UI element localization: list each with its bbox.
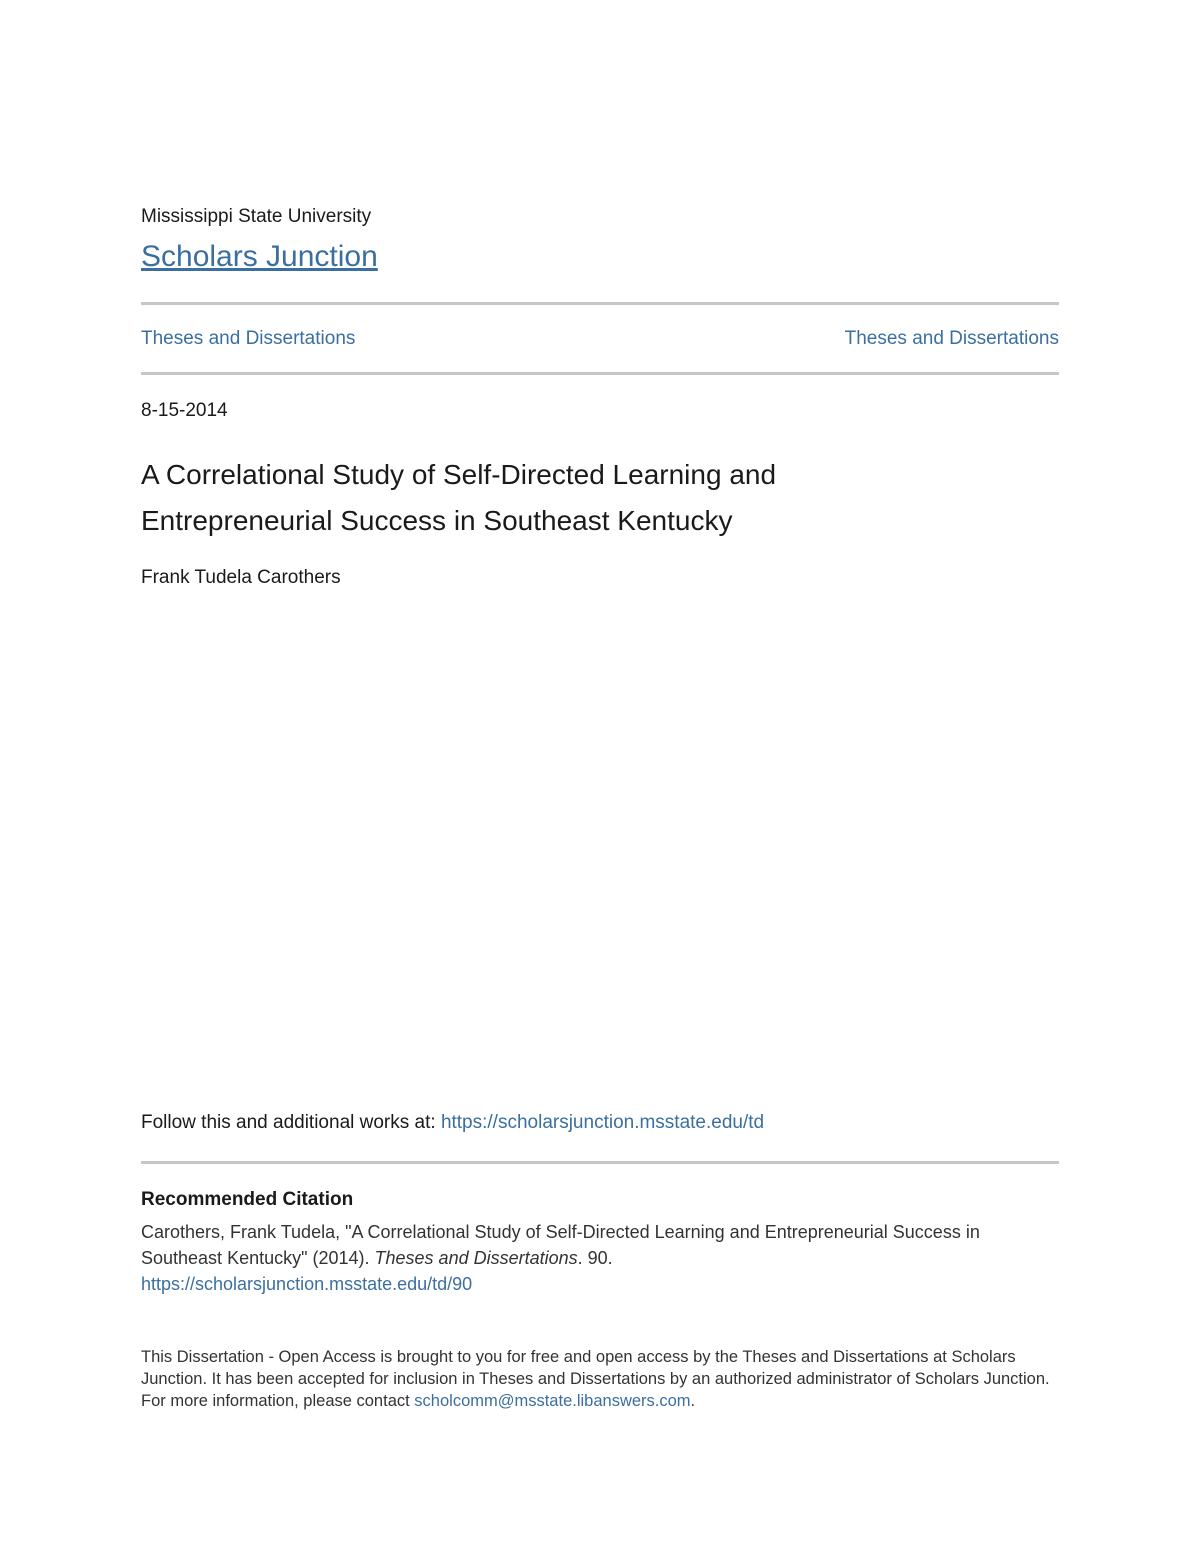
contact-email-link[interactable]: scholcomm@msstate.libanswers.com: [414, 1392, 691, 1410]
follow-line: [141, 1112, 764, 1134]
author-name: Frank Tudela Carothers: [141, 567, 341, 588]
citation-url-link[interactable]: https://scholarsjunction.msstate.edu/td/90: [141, 1274, 473, 1294]
divider-middle: [141, 372, 1059, 375]
university-name-text: Mississippi State University: [141, 206, 372, 227]
follow-url-link[interactable]: https://scholarsjunction.msstate.edu/td: [440, 1112, 765, 1133]
divider-bottom: [141, 1161, 1059, 1164]
access-statement: [141, 1346, 1059, 1412]
statement-end: .: [690, 1392, 696, 1410]
citation-block: [141, 1219, 1059, 1297]
citation-text: Carothers, Frank Tudela, "A Correlational Study of Self-Directed Learning and Entrepreneurial Success in Southeast Kentucky" (2014).: [141, 1222, 980, 1268]
title-line-2: Entrepreneurial Success in Southeast Kentucky: [141, 505, 733, 536]
university-name: [141, 206, 371, 228]
document-title: [141, 452, 901, 544]
cover-page: [141, 0, 1059, 1553]
recommended-citation-heading: Recommended Citation: [141, 1189, 354, 1210]
citation-series: Theses and Dissertations: [374, 1248, 578, 1268]
collection-link-right[interactable]: Theses and Dissertations: [844, 328, 1059, 349]
collection-link-left[interactable]: Theses and Dissertations: [141, 328, 356, 349]
citation-number: . 90.: [577, 1248, 613, 1268]
repository-link[interactable]: Scholars Junction: [141, 240, 378, 273]
follow-prefix: Follow this and additional works at:: [141, 1112, 441, 1133]
publication-date: 8-15-2014: [141, 400, 228, 421]
title-line-1: A Correlational Study of Self-Directed Learning and: [141, 459, 777, 490]
statement-text: This Dissertation - Open Access is brought to you for free and open access by the Theses and Dissertations at Scholars Junction. It has been accepted for inclusion in Theses and Dissertations by an authorized administrator of Scholars Junction. For more information, please contact: [141, 1348, 1050, 1410]
divider-top: [141, 302, 1059, 305]
